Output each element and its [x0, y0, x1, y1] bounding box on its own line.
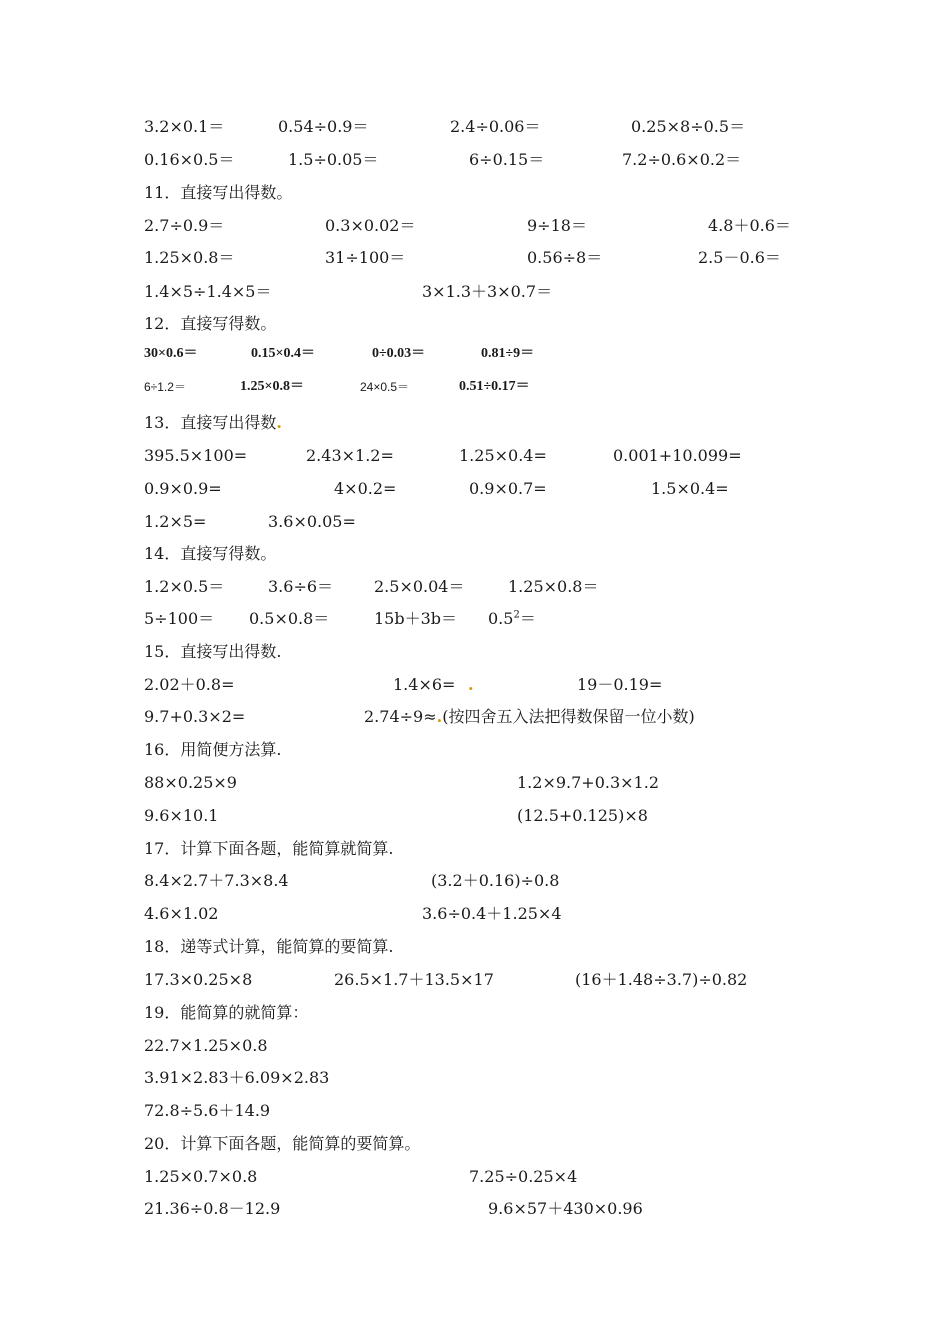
emphasis-dot: .: [468, 675, 474, 694]
exercise-item: 19－0.19=: [577, 675, 663, 694]
question-15-title: 15．直接写出得数.: [144, 642, 282, 661]
question-11-title: 11．直接写出得数。: [144, 183, 293, 202]
exercise-item: 9.6×10.1: [144, 806, 219, 825]
exercise-item: 7.25÷0.25×4: [469, 1167, 578, 1186]
exercise-item: 0.16×0.5＝: [144, 150, 235, 169]
exercise-note: (按四舍五入法把得数保留一位小数): [442, 707, 695, 726]
question-16-title: 16．用简便方法算.: [144, 740, 282, 759]
question-19-title: 19．能简算的就简算：: [144, 1003, 309, 1022]
exercise-item: 0.25×8÷0.5＝: [631, 117, 746, 136]
exercise-item: (16＋1.48÷3.7)÷0.82: [575, 970, 748, 989]
exercise-item: 0.5×0.8＝: [249, 609, 330, 628]
exercise-item: 1.2×5=: [144, 512, 207, 531]
exercise-item: 72.8÷5.6＋14.9: [144, 1101, 271, 1120]
exercise-item: 1.25×0.8＝: [508, 577, 599, 596]
exercise-item: 88×0.25×9: [144, 773, 237, 792]
exercise-item: 1.2×9.7+0.3×1.2: [517, 773, 659, 792]
exercise-item: 0.15×0.4＝: [251, 346, 315, 361]
exercise-item: 31÷100＝: [325, 248, 406, 267]
exercise-item: 17.3×0.25×8: [144, 970, 253, 989]
exercise-item: 21.36÷0.8－12.9: [144, 1199, 281, 1218]
exercise-item: 1.5÷0.05＝: [288, 150, 379, 169]
exercise-item: 3.91×2.83＋6.09×2.83: [144, 1068, 330, 1087]
exercise-item: 6÷0.15＝: [469, 150, 545, 169]
emphasis-dot: .: [276, 413, 282, 432]
exercise-item: 8.4×2.7＋7.3×8.4: [144, 871, 289, 890]
exercise-item: 1.5×0.4=: [651, 479, 729, 498]
exercise-item: 0.3×0.02＝: [325, 216, 416, 235]
exercise-item: 22.7×1.25×0.8: [144, 1036, 268, 1055]
question-14-title: 14．直接写得数。: [144, 544, 277, 563]
exercise-item: 2.7÷0.9＝: [144, 216, 225, 235]
exercise-item: 1.2×0.5＝: [144, 577, 225, 596]
exercise-item: 0.81÷9＝: [481, 346, 535, 361]
exercise-item: 2.4÷0.06＝: [450, 117, 541, 136]
exercise-item: 6÷1.2＝: [144, 380, 186, 394]
exercise-item: 5÷100＝: [144, 609, 215, 628]
exercise-item: 3.6÷0.4＋1.25×4: [422, 904, 562, 923]
question-20-title: 20．计算下面各题，能简算的要简算。: [144, 1134, 421, 1153]
exercise-item-power: [488, 607, 536, 631]
exercise-item: 9.7+0.3×2=: [144, 707, 246, 726]
exercise-item: 4.6×1.02: [144, 904, 219, 923]
exercise-item: 1.4×6=: [393, 675, 456, 694]
question-13-title: [144, 411, 282, 435]
exercise-item: 0.54÷0.9＝: [278, 117, 369, 136]
exercise-item: 2.5－0.6＝: [698, 248, 781, 267]
power-tail: ＝: [519, 609, 536, 628]
exercise-formula: 2.74÷9≈: [364, 707, 437, 726]
emphasis-dot: .: [436, 707, 443, 726]
exercise-item: 0.9×0.9=: [144, 479, 222, 498]
exercise-item: 4×0.2=: [334, 479, 397, 498]
exercise-item: 1.25×0.7×0.8: [144, 1167, 258, 1186]
exercise-item: 15b＋3b＝: [374, 609, 458, 628]
exercise-item: 0.56÷8＝: [527, 248, 603, 267]
exercise-item: 3.6×0.05=: [268, 512, 356, 531]
question-13-text: 13．直接写出得数: [144, 413, 277, 432]
exercise-item: 7.2÷0.6×0.2＝: [622, 150, 742, 169]
question-17-title: 17．计算下面各题，能简算就简算.: [144, 839, 394, 858]
exercise-item: 3.2×0.1＝: [144, 117, 225, 136]
exercise-item: 1.25×0.8＝: [144, 248, 235, 267]
exercise-item: 9÷18＝: [527, 216, 587, 235]
exercise-item: (3.2＋0.16)÷0.8: [431, 871, 560, 890]
exercise-item: 1.25×0.8＝: [240, 379, 304, 394]
exercise-item: 3×1.3＋3×0.7＝: [422, 282, 553, 301]
exercise-item: 0.51÷0.17＝: [459, 379, 530, 394]
question-12-title: 12．直接写得数。: [144, 314, 277, 333]
power-exponent: 2: [513, 609, 520, 621]
exercise-item: 0÷0.03＝: [372, 346, 426, 361]
exercise-item: 3.6÷6＝: [268, 577, 334, 596]
exercise-item: 0.001+10.099=: [613, 446, 742, 465]
exercise-item: 0.9×0.7=: [469, 479, 547, 498]
exercise-item: 2.5×0.04＝: [374, 577, 465, 596]
question-18-title: 18．递等式计算，能简算的要简算.: [144, 937, 394, 956]
exercise-item: 2.43×1.2=: [306, 446, 394, 465]
exercise-item: 2.02＋0.8=: [144, 675, 235, 694]
exercise-item: (12.5+0.125)×8: [517, 806, 648, 825]
power-base: 0.5: [488, 609, 514, 628]
exercise-item: 26.5×1.7＋13.5×17: [334, 970, 494, 989]
exercise-item: 4.8＋0.6＝: [708, 216, 791, 235]
exercise-item-with-note: [364, 705, 695, 729]
exercise-item: 24×0.5＝: [360, 380, 410, 394]
exercise-item: 395.5×100=: [144, 446, 248, 465]
exercise-item: 9.6×57＋430×0.96: [488, 1199, 643, 1218]
exercise-item: 1.4×5÷1.4×5＝: [144, 282, 272, 301]
exercise-item: 1.25×0.4=: [459, 446, 547, 465]
exercise-item: 30×0.6＝: [144, 346, 198, 361]
